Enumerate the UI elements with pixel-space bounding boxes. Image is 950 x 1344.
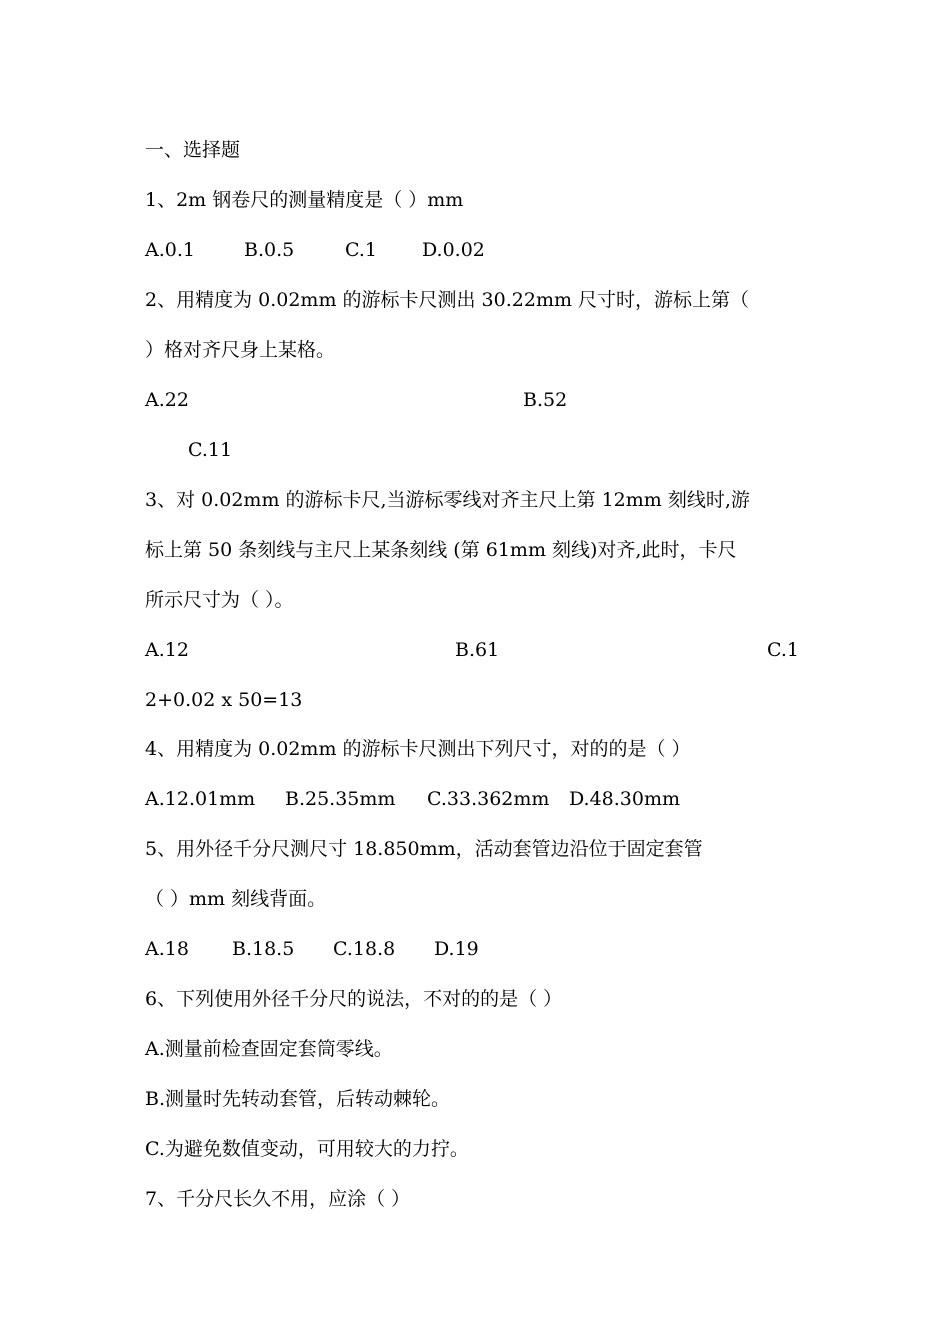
q3-option-c-continuation: 2+0.02 x 50=13 (145, 689, 303, 711)
question-2-line-1: 2、用精度为 0.02mm 的游标卡尺测出 30.22mm 尺寸时，游标上第（ (145, 289, 750, 311)
q5-option-d: D.19 (434, 938, 479, 960)
question-3-line-1: 3、对 0.02mm 的游标卡尺,当游标零线对齐主尺上第 12mm 刻线时,游 (145, 489, 750, 511)
question-4-text: 4、用精度为 0.02mm 的游标卡尺测出下列尺寸，对的的是（ ） (145, 738, 691, 760)
q1-option-c: C.1 (345, 239, 377, 261)
section-title: 一、选择题 (145, 139, 241, 161)
q4-option-b: B.25.35mm (285, 788, 396, 810)
question-3-line-2: 标上第 50 条刻线与主尺上某条刻线 (第 61mm 刻线)对齐,此时，卡尺 (145, 539, 737, 561)
q4-option-a: A.12.01mm (145, 788, 256, 810)
q2-option-c: C.11 (188, 439, 233, 461)
q6-option-b: B.测量时先转动套管，后转动棘轮。 (145, 1088, 451, 1110)
q1-option-a: A.0.1 (145, 239, 195, 261)
question-2-line-2: ）格对齐尺身上某格。 (145, 339, 336, 361)
q6-option-a: A.测量前检查固定套筒零线。 (145, 1038, 393, 1060)
q3-option-c: C.1 (767, 639, 799, 661)
q3-option-b: B.61 (455, 639, 500, 661)
q6-option-c: C.为避免数值变动，可用较大的力拧。 (145, 1138, 469, 1160)
question-1-text: 1、2m 钢卷尺的测量精度是（ ）mm (145, 189, 464, 211)
q5-option-c: C.18.8 (333, 938, 396, 960)
question-6-text: 6、下列使用外径千分尺的说法，不对的的是（ ） (145, 988, 563, 1010)
q5-option-b: B.18.5 (232, 938, 295, 960)
q3-option-a: A.12 (145, 639, 189, 661)
q1-option-b: B.0.5 (244, 239, 295, 261)
q4-option-d: D.48.30mm (569, 788, 681, 810)
q1-option-d: D.0.02 (422, 239, 485, 261)
q5-option-a: A.18 (145, 938, 189, 960)
q2-option-a: A.22 (145, 389, 189, 411)
question-5-line-2: （ ）mm 刻线背面。 (145, 888, 327, 910)
q2-option-b: B.52 (523, 389, 568, 411)
question-7-text: 7、千分尺长久不用，应涂（ ） (145, 1188, 411, 1210)
q4-option-c: C.33.362mm (427, 788, 550, 810)
question-3-line-3: 所示尺寸为（ ）。 (145, 589, 294, 611)
question-5-line-1: 5、用外径千分尺测尺寸 18.850mm，活动套管边沿位于固定套管 (145, 838, 703, 860)
